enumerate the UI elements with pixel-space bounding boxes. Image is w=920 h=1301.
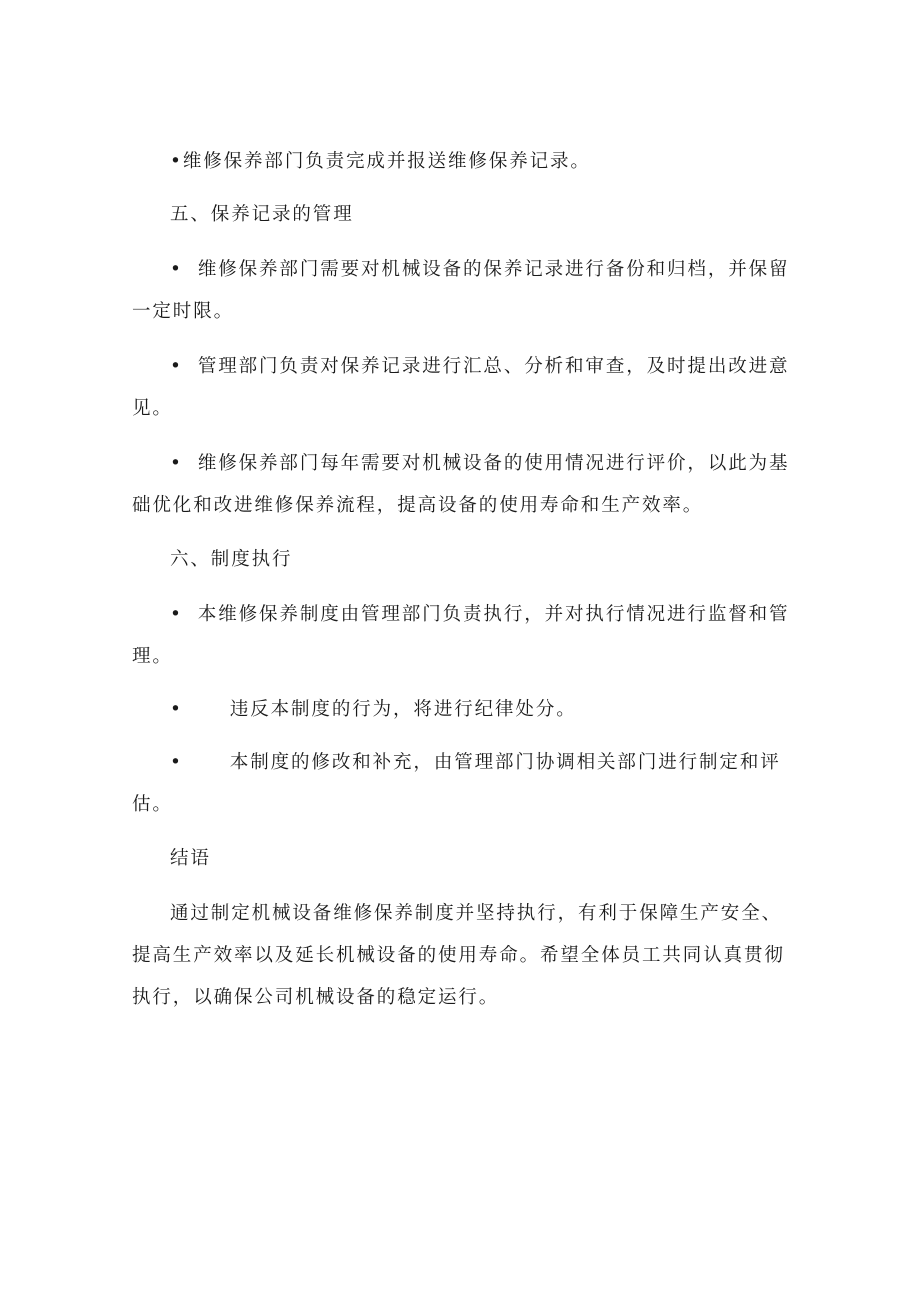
bullet-item-summary-line1 [170,355,789,379]
conclusion-heading: 结语 [170,848,211,869]
bullet-item-evaluation-line2: 础优化和改进维修保养流程，提高设备的使用寿命和生产效率。 [132,495,704,516]
bullet-item-amendment-line1 [170,751,781,775]
section-heading-5: 五、保养记录的管理 [170,204,354,225]
bullet-marker: • [170,604,183,625]
bullet-text: 维修保养部门每年需要对机械设备的使用情况进行评价，以此为基 [197,453,790,474]
bullet-marker: • [170,259,183,280]
bullet-item-execution-line1 [170,603,789,627]
bullet-marker: • [170,151,183,172]
bullet-marker: • [170,752,183,773]
bullet-item-amendment-line2: 估。 [132,794,173,815]
conclusion-line1: 通过制定机械设备维修保养制度并坚持执行，有利于保障生产安全、 [170,903,783,924]
bullet-marker: • [170,699,183,720]
section-heading-6: 六、制度执行 [170,549,293,570]
bullet-marker: • [170,453,183,474]
conclusion-line3: 执行，以确保公司机械设备的稳定运行。 [132,987,500,1008]
bullet-marker: • [170,356,183,377]
bullet-text: 维修保养部门负责完成并报送维修保养记录。 [182,151,591,172]
bullet-text: 本制度的修改和补充，由管理部门协调相关部门进行制定和评 [229,752,781,773]
bullet-text: 本维修保养制度由管理部门负责执行，并对执行情况进行监督和管 [197,604,790,625]
bullet-item-execution-line2: 理。 [132,646,173,667]
bullet-item-backup-line2: 一定时限。 [132,301,235,322]
bullet-item-backup-line1 [170,258,789,282]
bullet-text: 管理部门负责对保养记录进行汇总、分析和审查，及时提出改进意 [197,356,790,377]
bullet-item-summary-line2: 见。 [132,398,173,419]
bullet-item-violation [170,698,577,722]
conclusion-line2: 提高生产效率以及延长机械设备的使用寿命。希望全体员工共同认真贯彻 [132,945,785,966]
bullet-text: 维修保养部门需要对机械设备的保养记录进行备份和归档，并保留 [197,259,790,280]
bullet-text: 违反本制度的行为，将进行纪律处分。 [229,699,577,720]
bullet-item-evaluation-line1 [170,452,789,476]
bullet-item-record-submission [170,150,591,174]
